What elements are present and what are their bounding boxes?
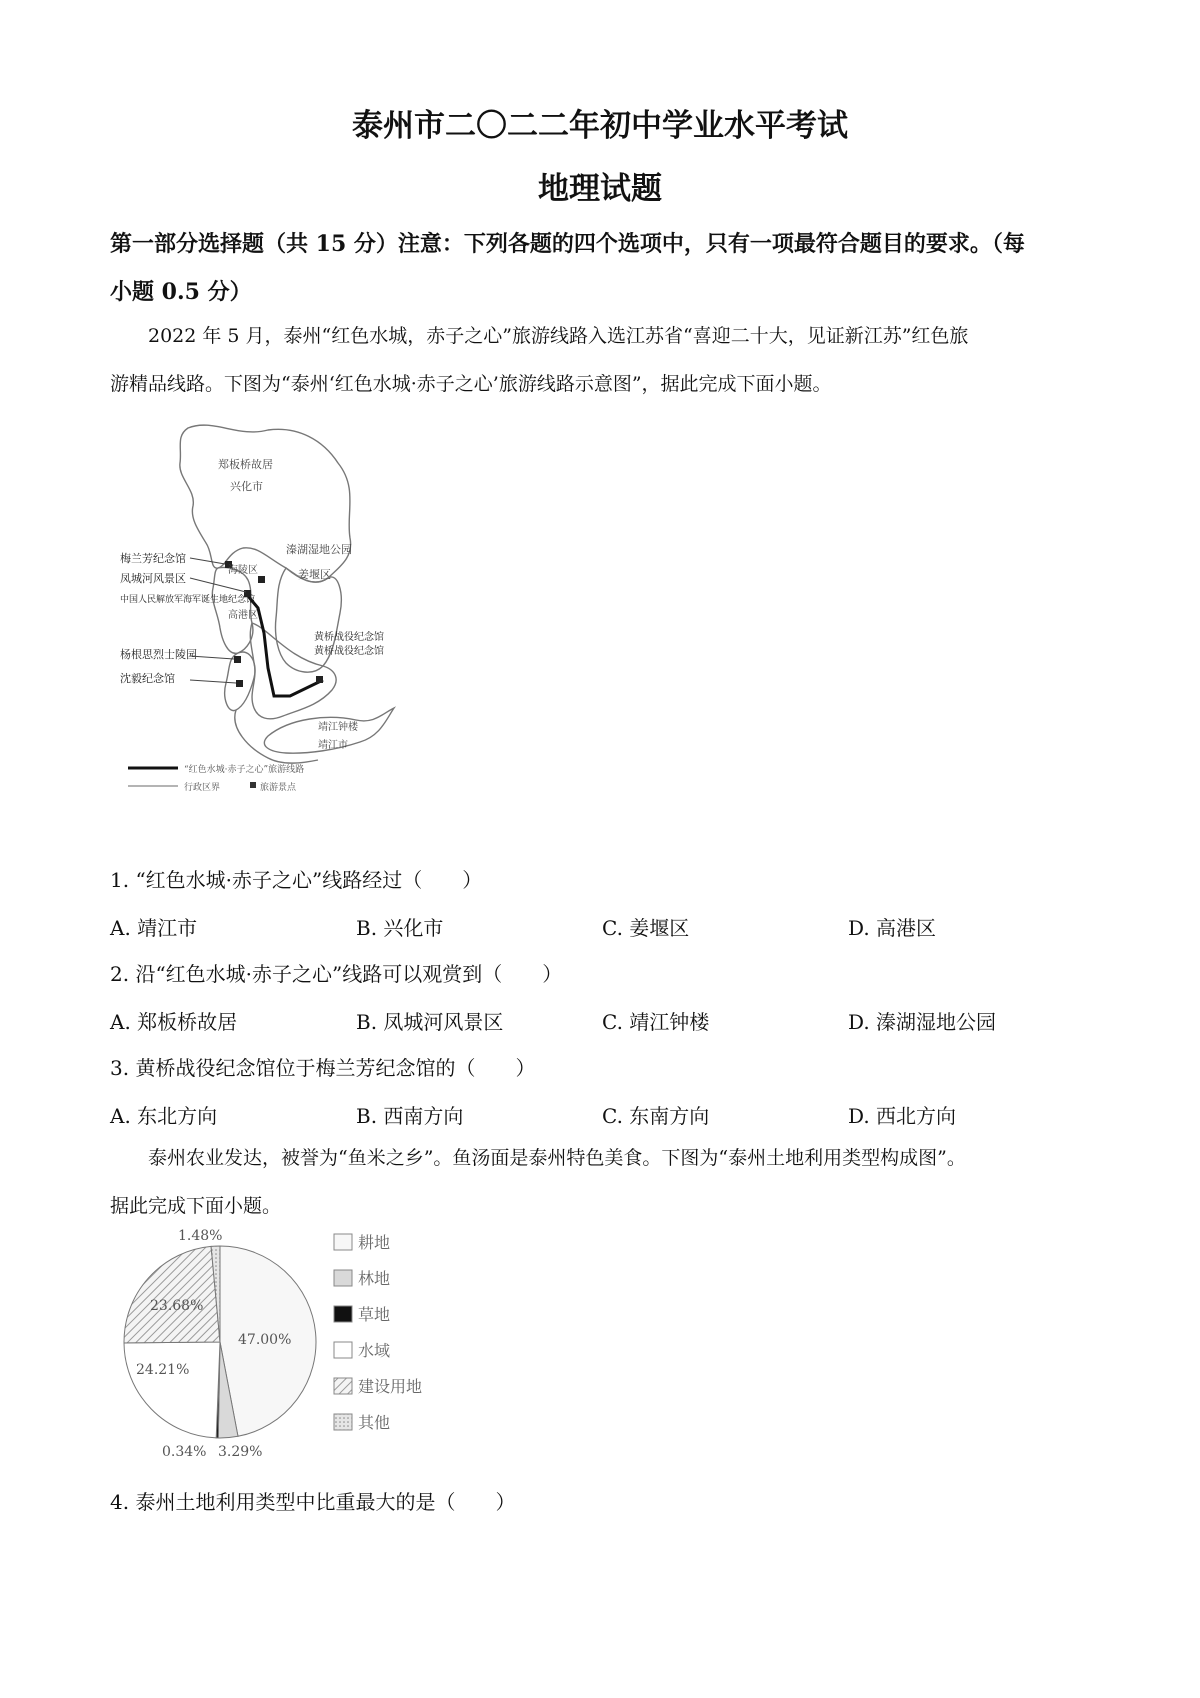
- q3-option-a[interactable]: A. 东北方向: [110, 1104, 218, 1128]
- left-label-shenyi: 沈毅纪念馆: [120, 672, 175, 685]
- map-label-jingjiang-belltower: 靖江钟楼: [318, 722, 358, 733]
- q2-option-c[interactable]: C. 靖江钟楼: [602, 1010, 710, 1034]
- pie-slice-建设用地: [124, 1246, 220, 1343]
- legend-swatch: [334, 1342, 352, 1358]
- xinghua-boundary: [180, 425, 351, 582]
- route-map-figure: [118, 418, 478, 820]
- q2-option-a[interactable]: A. 郑板桥故居: [110, 1010, 238, 1034]
- q1-option-b[interactable]: B. 兴化市: [356, 916, 444, 940]
- page-subtitle: 地理试题: [538, 171, 662, 207]
- legend-label: 林地: [358, 1269, 391, 1288]
- pie-label-bottom-right: 3.29%: [218, 1444, 263, 1460]
- left-label-navy: 中国人民解放军海军诞生地纪念馆: [120, 595, 256, 605]
- question-3-stem: 3. 黄桥战役纪念馆位于梅兰芳纪念馆的（ ）: [110, 1056, 536, 1080]
- left-label-fengchenghe: 凤城河风景区: [120, 572, 186, 585]
- pie-legend: [334, 1233, 422, 1432]
- legend-label: 其他: [358, 1413, 391, 1432]
- page-title: 泰州市二〇二二年初中学业水平考试: [352, 108, 848, 144]
- map-label-xinghua: 兴化市: [230, 480, 263, 493]
- legend-swatch: [334, 1378, 352, 1394]
- map-label-gaogang: 高港区: [228, 610, 258, 621]
- q1-option-c[interactable]: C. 姜堰区: [602, 916, 690, 940]
- question-1-stem: 1. “红色水城·赤子之心”线路经过（ ）: [110, 868, 483, 892]
- pie-label-water: 24.21%: [136, 1362, 190, 1378]
- pie-label-construction: 23.68%: [150, 1298, 204, 1314]
- q3-option-c[interactable]: C. 东南方向: [602, 1104, 710, 1128]
- intro-paragraph-2: [110, 1134, 1100, 1230]
- leader-line: [190, 558, 225, 564]
- legend-label: 草地: [358, 1305, 391, 1324]
- intro-paragraph-1: [110, 312, 1100, 408]
- legend-boundary: 行政区界: [184, 783, 221, 793]
- legend-label: 耕地: [358, 1233, 391, 1252]
- intro1-line2: 游精品线路。下图为“泰州‘红色水城·赤子之心’旅游线路示意图”，据此完成下面小题。: [110, 373, 832, 395]
- q3-option-b[interactable]: B. 西南方向: [356, 1104, 464, 1128]
- pie-label-top: 1.48%: [178, 1228, 223, 1244]
- q2-option-d[interactable]: D. 溱湖湿地公园: [848, 1010, 997, 1034]
- right-label-huangqiao: 黄桥战役纪念馆: [314, 632, 384, 643]
- map-label-jingjiang: 靖江市: [318, 740, 348, 751]
- right-label-huangqiao-2: 黄桥战役纪念馆: [314, 646, 384, 657]
- q2-option-b[interactable]: B. 凤城河风景区: [356, 1010, 504, 1034]
- legend-spot: 旅游景点: [260, 783, 297, 793]
- section-heading-line2: 小题 0.5 分）: [110, 279, 252, 305]
- question-4-stem: 4. 泰州土地利用类型中比重最大的是（ ）: [110, 1490, 516, 1514]
- q1-option-a[interactable]: A. 靖江市: [110, 916, 198, 940]
- q1-option-d[interactable]: D. 高港区: [848, 916, 937, 940]
- tour-spot-marker: [234, 656, 241, 663]
- legend-swatch: [334, 1270, 352, 1286]
- left-label-yanggensi: 杨根思烈士陵园: [120, 648, 197, 661]
- intro2-line1: 泰州农业发达，被誉为“鱼米之乡”。鱼汤面是泰州特色美食。下图为“泰州土地利用类型构成图”。: [148, 1147, 966, 1169]
- question-2-stem: 2. 沿“红色水城·赤子之心”线路可以观赏到（ ）: [110, 962, 563, 986]
- legend-route: “红色水城·赤子之心”旅游线路: [184, 765, 305, 775]
- legend-swatch: [334, 1234, 352, 1250]
- intro1-line1: 2022 年 5 月，泰州“红色水城，赤子之心”旅游线路入选江苏省“喜迎二十大，见证新江苏”红色旅: [148, 325, 969, 347]
- tour-spot-marker: [316, 676, 323, 683]
- map-label-zhengbanqiao: 郑板桥故居: [218, 458, 273, 471]
- land-use-pie-chart: [118, 1224, 448, 1460]
- legend-label: 水域: [358, 1341, 391, 1360]
- tour-route-line: [248, 596, 323, 696]
- map-legend: [128, 763, 304, 793]
- map-label-qinhu: 溱湖湿地公园: [286, 543, 352, 556]
- section-heading: [110, 222, 1110, 314]
- leader-line: [190, 578, 246, 592]
- tour-spot-marker: [236, 680, 243, 687]
- legend-swatch: [334, 1306, 352, 1322]
- intro2-line2: 据此完成下面小题。: [110, 1195, 282, 1217]
- map-label-jiangyan: 姜堰区: [298, 568, 331, 581]
- tour-spot-marker: [258, 576, 265, 583]
- pie-label-cultivated: 47.00%: [238, 1332, 292, 1348]
- pie-slice-水域: [124, 1342, 220, 1438]
- section-heading-line1: 第一部分选择题（共 15 分）注意：下列各题的四个选项中，只有一项最符合题目的要求。（每: [110, 231, 1025, 257]
- leader-line: [190, 680, 236, 683]
- left-label-meilanfang: 梅兰芳纪念馆: [120, 552, 186, 565]
- q3-option-d[interactable]: D. 西北方向: [848, 1104, 957, 1128]
- map-label-hailing: 海陵区: [228, 565, 258, 576]
- legend-label: 建设用地: [358, 1377, 423, 1396]
- legend-swatch: [334, 1414, 352, 1430]
- pie-label-bottom-left: 0.34%: [162, 1444, 207, 1460]
